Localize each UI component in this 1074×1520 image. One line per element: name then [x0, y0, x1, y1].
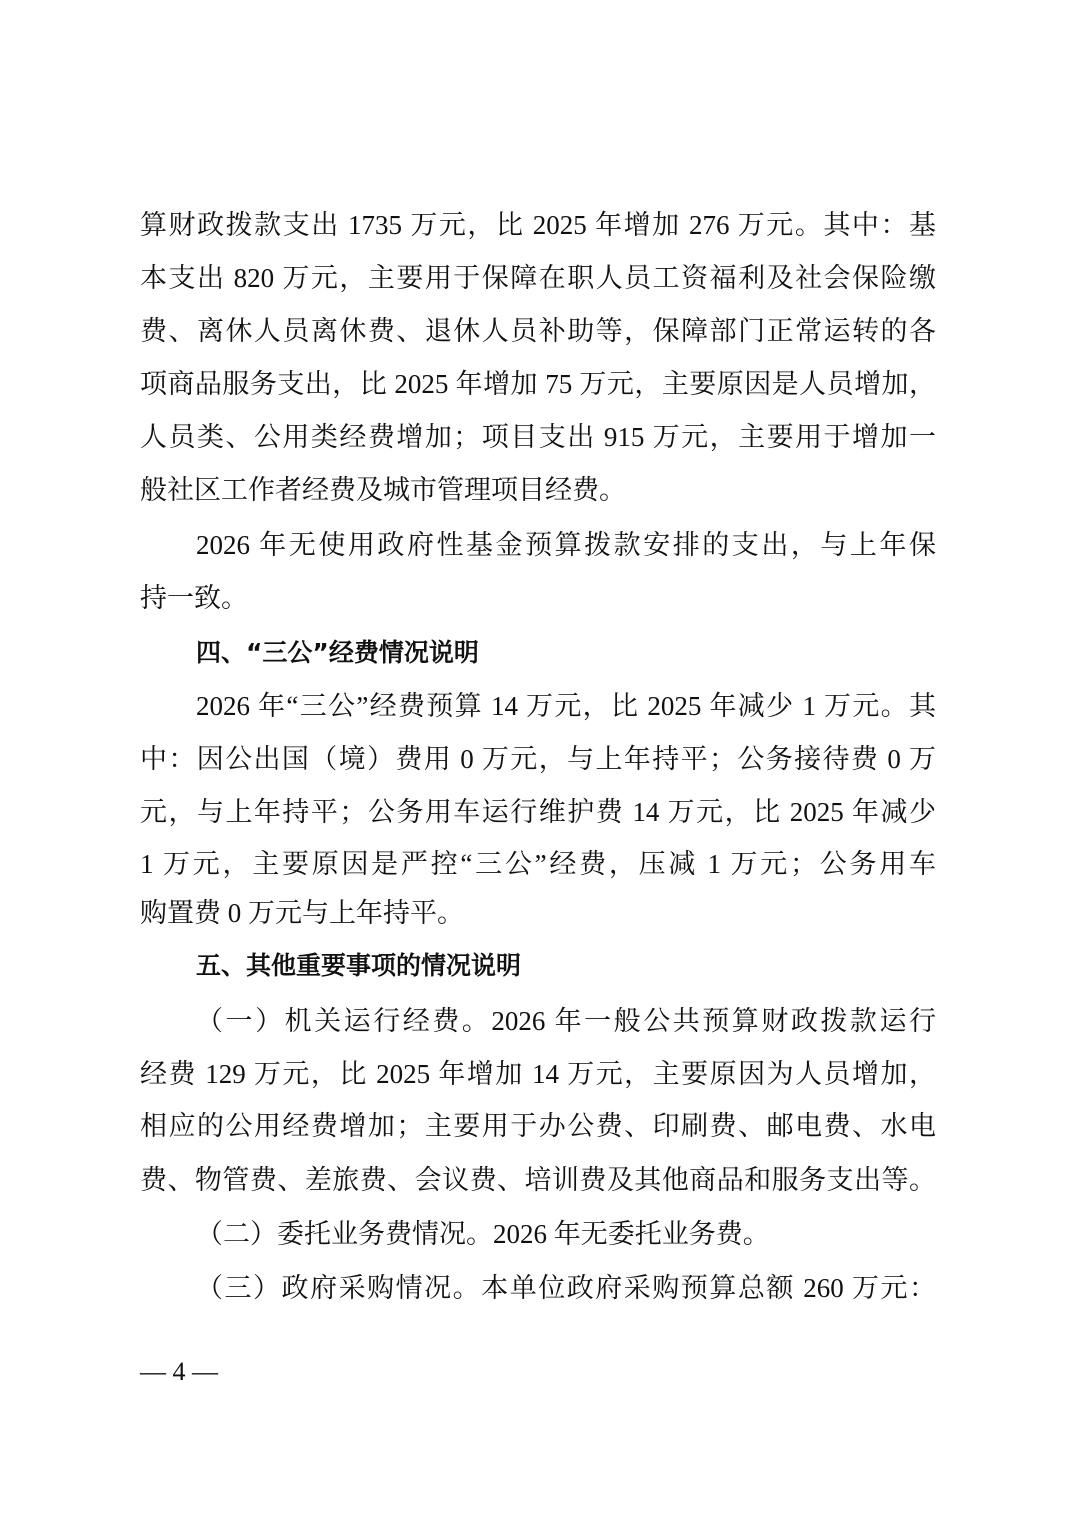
text-line: 本支出 820 万元，主要用于保障在职人员工资福利及社会保险缴 — [140, 263, 936, 293]
page-number: — 4 — — [140, 1357, 218, 1386]
text-line: 费、物管费、差旅费、会议费、培训费及其他商品和服务支出等。 — [140, 1165, 936, 1195]
text-line: （一）机关运行经费。2026 年一般公共预算财政拨款运行 — [196, 1006, 936, 1036]
text-line: 相应的公用经费增加；主要用于办公费、印刷费、邮电费、水电 — [140, 1111, 936, 1141]
text-line: （三）政府采购情况。本单位政府采购预算总额 260 万元： — [196, 1273, 936, 1303]
section-heading: 四、“三公”经费情况说明 — [196, 638, 479, 667]
text-line: 算财政拨款支出 1735 万元，比 2025 年增加 276 万元。其中：基 — [140, 210, 936, 240]
text-line: 经费 129 万元，比 2025 年增加 14 万元，主要原因为人员增加， — [140, 1059, 936, 1089]
text-line: （二）委托业务费情况。2026 年无委托业务费。 — [196, 1219, 770, 1249]
text-line: 元，与上年持平；公务用车运行维护费 14 万元，比 2025 年减少 — [140, 797, 936, 827]
text-line: 项商品服务支出，比 2025 年增加 75 万元，主要原因是人员增加， — [140, 369, 936, 399]
text-line: 人员类、公用类经费增加；项目支出 915 万元，主要用于增加一 — [140, 422, 936, 452]
text-line: 2026 年“三公”经费预算 14 万元，比 2025 年减少 1 万元。其 — [196, 691, 936, 721]
text-line: 中：因公出国（境）费用 0 万元，与上年持平；公务接待费 0 万 — [140, 744, 936, 774]
text-line: 购置费 0 万元与上年持平。 — [140, 898, 464, 928]
text-line: 2026 年无使用政府性基金预算拨款安排的支出，与上年保 — [196, 530, 936, 560]
text-line: 费、离休人员离休费、退休人员补助等，保障部门正常运转的各 — [140, 316, 936, 346]
text-line: 1 万元，主要原因是严控“三公”经费，压减 1 万元；公务用车 — [140, 849, 936, 879]
section-heading: 五、其他重要事项的情况说明 — [196, 951, 522, 980]
text-line: 持一致。 — [140, 583, 248, 613]
text-line: 般社区工作者经费及城市管理项目经费。 — [140, 475, 626, 505]
